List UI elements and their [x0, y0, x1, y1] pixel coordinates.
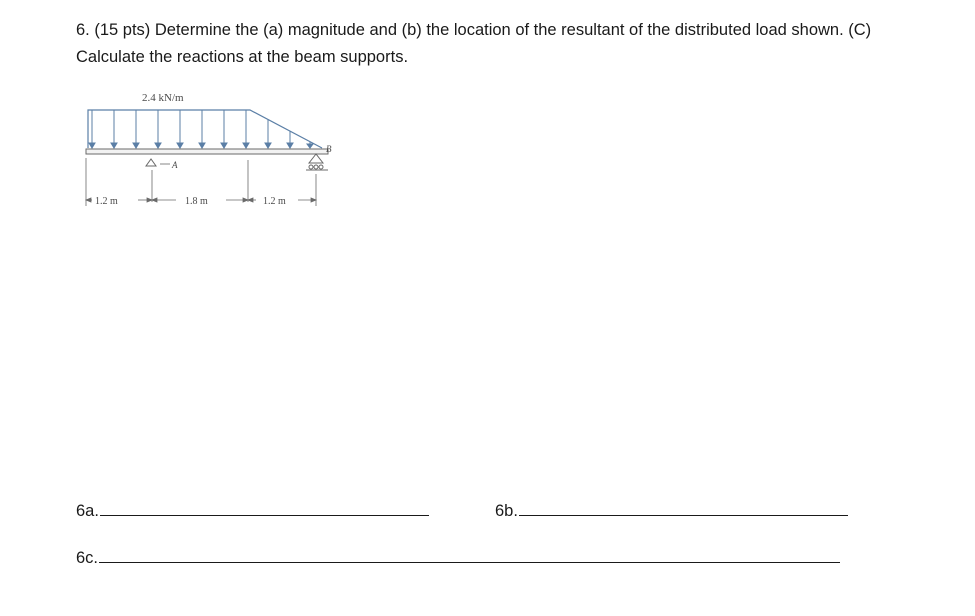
load-arrows: [89, 110, 313, 148]
beam-diagram: [84, 88, 354, 213]
load-intensity-label: 2.4 kN/m: [142, 92, 184, 104]
answer-6a-label: 6a.: [76, 502, 99, 520]
dimension-label-1: 1.2 m: [95, 196, 118, 207]
answer-6a: [76, 501, 429, 521]
answer-6b-label: 6b.: [495, 502, 518, 520]
answer-6b: [495, 501, 848, 521]
support-a-pin: [146, 159, 156, 166]
answer-6a-blank[interactable]: [100, 501, 429, 516]
support-b-label: B: [326, 144, 332, 154]
answer-6c: [76, 548, 840, 568]
load-outline: [88, 110, 322, 148]
dimension-label-2: 1.8 m: [185, 196, 208, 207]
beam: [86, 149, 328, 154]
answer-6c-label: 6c.: [76, 549, 99, 567]
question-text: 6. (15 pts) Determine the (a) magnitude and (b) the location of the resultant of the distributed load shown. (C) Calculate the reactions at the beam supports.: [76, 21, 872, 66]
answer-6b-blank[interactable]: [519, 501, 848, 516]
support-b-roller: [306, 154, 328, 170]
answer-6c-blank[interactable]: [99, 548, 840, 563]
dimension-label-3: 1.2 m: [263, 196, 286, 207]
beam-diagram-svg: [84, 88, 354, 213]
support-a-label: A: [172, 160, 178, 170]
